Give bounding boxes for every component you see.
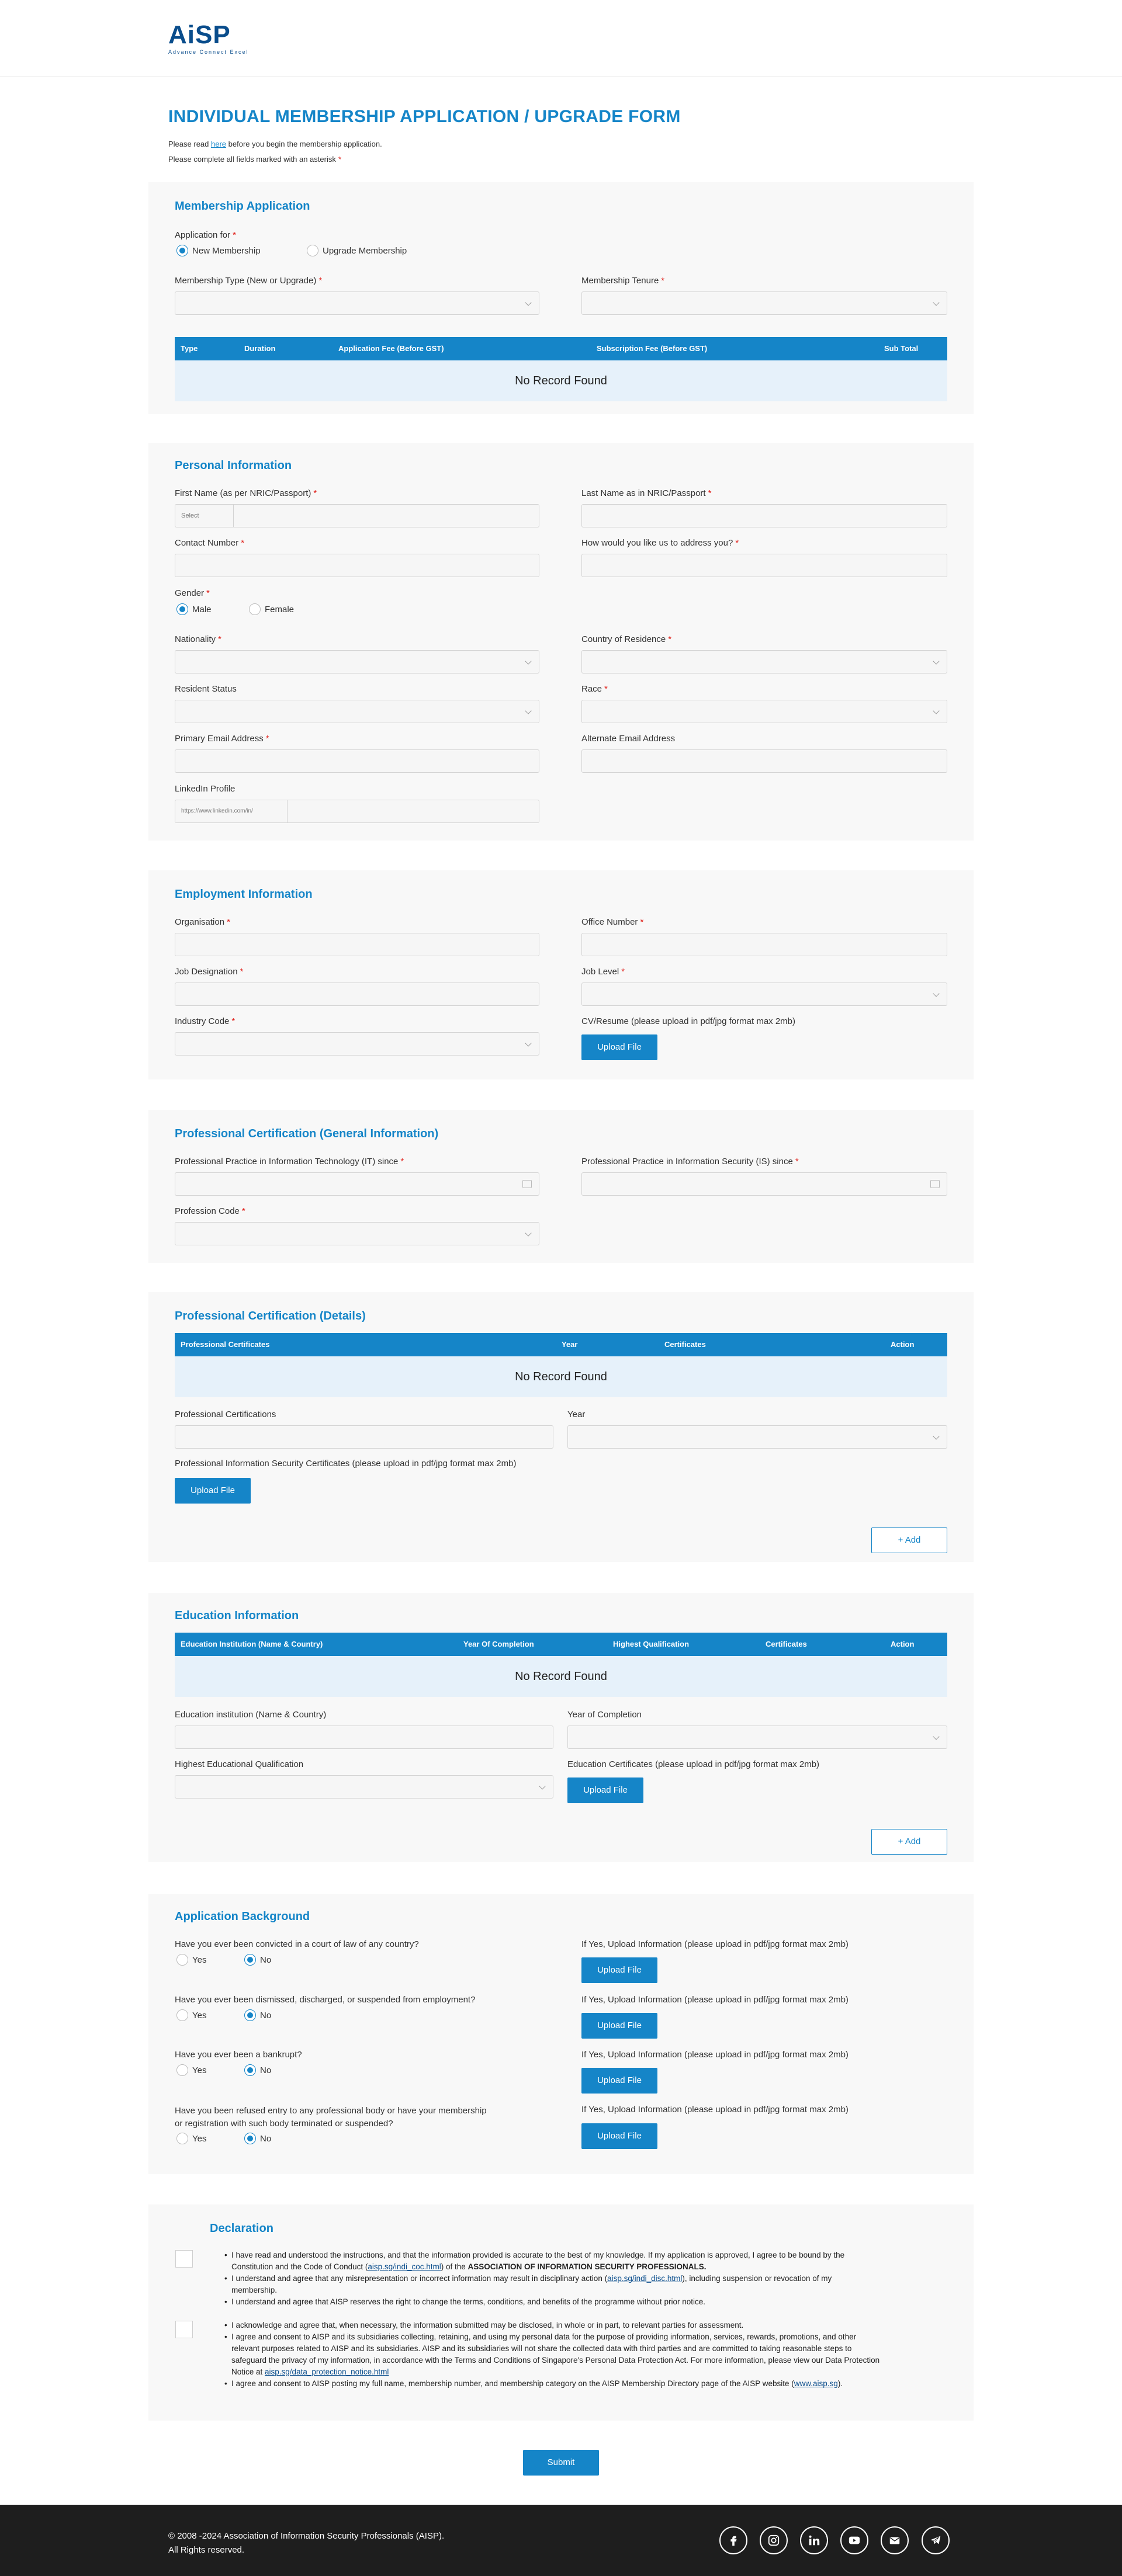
cert-details-section [148, 1292, 974, 1562]
salutation-select[interactable]: Select [175, 505, 234, 527]
it-practice-date-field[interactable] [175, 1172, 539, 1196]
question-refused: Have you been refused entry to any professional body or have your membership or registration with such body terminated or suspended? [175, 2106, 487, 2129]
intro-line: Please read here before you begin the membership application. [168, 140, 382, 148]
radio-new-membership[interactable]: New Membership [176, 245, 261, 256]
add-cert-button[interactable]: + Add [871, 1527, 947, 1553]
page-title: INDIVIDUAL MEMBERSHIP APPLICATION / UPGRADE FORM [168, 107, 681, 126]
radio-refused-no[interactable]: No [244, 2133, 271, 2144]
membership-tenure-label: Membership Tenure * [581, 276, 665, 286]
personal-section [148, 443, 974, 841]
radio-unselected-icon [176, 2009, 188, 2021]
job-level-label: Job Level * [581, 967, 625, 977]
question-dismissed: Have you ever been dismissed, discharged, or suspended from employment? [175, 1995, 476, 2005]
organisation-field[interactable] [175, 933, 539, 956]
youtube-icon[interactable] [840, 2526, 868, 2554]
table-header: Professional Certificates Year Certificates Action [175, 1333, 947, 1356]
upload-bankrupt-button[interactable]: Upload File [581, 2068, 657, 2094]
last-name-label: Last Name as in NRIC/Passport * [581, 488, 712, 498]
qualification-label: Highest Educational Qualification [175, 1759, 304, 1769]
organisation-label: Organisation * [175, 917, 230, 927]
calendar-icon[interactable] [522, 1180, 532, 1188]
radio-selected-icon [176, 245, 188, 256]
declaration-item: • I acknowledge and agree that, when necessary, the information submitted may be disclosed, in whole or in part, to relevant parties for assessment. [224, 2320, 943, 2331]
radio-unselected-icon [176, 2133, 188, 2144]
upload-refused-button[interactable]: Upload File [581, 2123, 657, 2149]
radio-selected-icon [244, 1954, 256, 1966]
empty-table-message: No Record Found [175, 1356, 947, 1397]
application-for-label: Application for * [175, 230, 236, 240]
section-heading: Professional Certification (Details) [175, 1310, 366, 1322]
table-header: Education Institution (Name & Country) Year Of Completion Highest Qualification Certificates Action [175, 1633, 947, 1656]
address-as-field[interactable] [581, 554, 947, 577]
radio-unselected-icon [176, 1954, 188, 1966]
first-name-label: First Name (as per NRIC/Passport) * [175, 488, 317, 498]
office-number-field[interactable] [581, 933, 947, 956]
resident-status-select[interactable] [175, 700, 539, 723]
race-label: Race * [581, 684, 608, 694]
cert-general-section [148, 1110, 974, 1263]
code-of-conduct-link[interactable]: aisp.sg/indi_coc.html [368, 2262, 441, 2271]
radio-female[interactable]: Female [249, 603, 294, 615]
contact-number-field[interactable] [175, 554, 539, 577]
gender-label: Gender * [175, 588, 210, 598]
question-convicted: Have you ever been convicted in a court of law of any country? [175, 1939, 419, 1949]
radio-selected-icon [176, 603, 188, 615]
resident-status-label: Resident Status [175, 684, 237, 694]
upload-note: If Yes, Upload Information (please upload in pdf/jpg format max 2mb) [581, 2050, 849, 2060]
declaration-list-2 [224, 2320, 943, 2390]
table-header: Type Duration Application Fee (Before GST) Subscription Fee (Before GST) Sub Total [175, 337, 947, 360]
linkedin-icon[interactable] [800, 2526, 828, 2554]
section-heading: Professional Certification (General Information) [175, 1127, 439, 1140]
radio-convicted-yes[interactable]: Yes [176, 1954, 206, 1966]
address-as-label: How would you like us to address you? * [581, 538, 739, 548]
declaration-item: • I agree and consent to AISP posting my full name, membership number, and membership category on the AISP Membership Directory page of the AISP website (www.aisp.sg). [224, 2378, 943, 2390]
radio-unselected-icon [176, 2064, 188, 2076]
edu-cert-label: Education Certificates (please upload in pdf/jpg format max 2mb) [567, 1759, 820, 1769]
section-heading: Personal Information [175, 459, 292, 472]
radio-unselected-icon [249, 603, 261, 615]
cv-upload-label: CV/Resume (please upload in pdf/jpg format max 2mb) [581, 1016, 796, 1026]
radio-bankrupt-no[interactable]: No [244, 2064, 271, 2076]
education-section [148, 1593, 974, 1862]
last-name-field[interactable] [581, 504, 947, 527]
race-select[interactable] [581, 700, 947, 723]
contact-number-label: Contact Number * [175, 538, 245, 548]
declaration-item: • I have read and understood the instructions, and that the information provided is accurate to the best of my knowledge. If my application is approved, I agree to be bound by the Constitution and the Code of Conduct (aisp.sg/indi_coc.html) of the ASSOCIATION OF INFORMATION SECURITY PROFESSIONALS. [224, 2249, 943, 2273]
logo-tagline: Advance Connect Excel [168, 49, 249, 55]
profession-code-label: Profession Code * [175, 1206, 245, 1216]
top-header [0, 0, 1122, 77]
cv-upload-button[interactable]: Upload File [581, 1034, 657, 1060]
declaration-checkbox-1[interactable] [175, 2250, 193, 2268]
section-heading: Application Background [175, 1910, 310, 1923]
employment-section [148, 870, 974, 1079]
email-icon[interactable] [881, 2526, 909, 2554]
radio-convicted-no[interactable]: No [244, 1954, 271, 1966]
industry-code-select[interactable] [175, 1032, 539, 1056]
radio-unselected-icon [307, 245, 318, 256]
institution-field[interactable] [175, 1726, 553, 1749]
membership-tenure-select[interactable] [581, 291, 947, 315]
nationality-label: Nationality * [175, 634, 221, 644]
completion-year-label: Year of Completion [567, 1710, 642, 1720]
education-table [175, 1633, 947, 1697]
upload-convicted-button[interactable]: Upload File [581, 1957, 657, 1983]
empty-table-message: No Record Found [175, 1656, 947, 1697]
job-level-select[interactable] [581, 983, 947, 1006]
section-heading: Membership Application [175, 200, 310, 213]
section-heading: Education Information [175, 1609, 299, 1622]
is-practice-date-field[interactable] [581, 1172, 947, 1196]
section-heading: Declaration [210, 2222, 273, 2235]
cert-upload-label: Professional Information Security Certificates (please upload in pdf/jpg format max 2mb) [175, 1459, 517, 1468]
it-practice-label: Professional Practice in Information Technology (IT) since * [175, 1157, 404, 1167]
job-designation-label: Job Designation * [175, 967, 244, 977]
industry-code-label: Industry Code * [175, 1016, 236, 1026]
qualification-select[interactable] [175, 1775, 553, 1799]
radio-selected-icon [244, 2133, 256, 2144]
radio-selected-icon [244, 2009, 256, 2021]
cert-upload-button[interactable]: Upload File [175, 1478, 251, 1504]
declaration-item: • I understand and agree that any misrepresentation or incorrect information may result in disciplinary action (aisp.sg/indi_disc.html), including suspension or revocation of my membership. [224, 2273, 943, 2296]
data-protection-link[interactable]: aisp.sg/data_protection_notice.html [265, 2367, 389, 2376]
upload-note: If Yes, Upload Information (please upload in pdf/jpg format max 2mb) [581, 1939, 849, 1949]
copyright: © 2008 -2024 Association of Information Security Professionals (AISP). All Rights reserved. [168, 2531, 445, 2555]
aisp-logo[interactable] [168, 22, 256, 55]
country-label: Country of Residence * [581, 634, 672, 644]
linkedin-field[interactable] [175, 800, 539, 823]
country-select[interactable] [581, 650, 947, 673]
empty-table-message: No Record Found [175, 360, 947, 401]
is-practice-label: Professional Practice in Information Security (IS) since * [581, 1157, 799, 1167]
radio-refused-yes[interactable]: Yes [176, 2133, 206, 2144]
membership-type-select[interactable] [175, 291, 539, 315]
submit-button[interactable]: Submit [523, 2450, 599, 2476]
declaration-list-1 [224, 2249, 943, 2308]
aisp-website-link[interactable]: www.aisp.sg [794, 2379, 838, 2388]
job-designation-field[interactable] [175, 983, 539, 1006]
nationality-select[interactable] [175, 650, 539, 673]
instagram-icon[interactable] [760, 2526, 788, 2554]
membership-type-label: Membership Type (New or Upgrade) * [175, 276, 323, 286]
completion-year-select[interactable] [567, 1726, 947, 1749]
alt-email-label: Alternate Email Address [581, 734, 676, 744]
logo-text: AiSP [168, 20, 231, 49]
facebook-icon[interactable] [719, 2526, 747, 2554]
telegram-icon[interactable] [922, 2526, 950, 2554]
upload-note: If Yes, Upload Information (please upload in pdf/jpg format max 2mb) [581, 2105, 849, 2115]
section-heading: Employment Information [175, 888, 313, 901]
question-bankrupt: Have you ever been a bankrupt? [175, 2050, 302, 2060]
profession-code-select[interactable] [175, 1222, 539, 1245]
calendar-icon[interactable] [930, 1180, 940, 1188]
institution-label: Education institution (Name & Country) [175, 1710, 327, 1720]
radio-male[interactable]: Male [176, 603, 212, 615]
primary-email-field[interactable] [175, 749, 539, 773]
upload-note: If Yes, Upload Information (please upload in pdf/jpg format max 2mb) [581, 1995, 849, 2005]
upload-dismissed-button[interactable]: Upload File [581, 2013, 657, 2039]
edu-upload-button[interactable]: Upload File [567, 1777, 643, 1803]
membership-fee-table [175, 337, 947, 401]
membership-section [148, 182, 974, 414]
linkedin-url-prefix: https://www.linkedin.com/in/ [175, 800, 288, 822]
disciplinary-link[interactable]: aisp.sg/indi_disc.html [607, 2274, 683, 2283]
declaration-item: • I understand and agree that AISP reserves the right to change the terms, conditions, and benefits of the programme without prior notice. [224, 2296, 943, 2308]
alt-email-field[interactable] [581, 749, 947, 773]
cert-year-select[interactable] [567, 1425, 947, 1449]
background-section [148, 1894, 974, 2174]
radio-upgrade-membership[interactable]: Upgrade Membership [307, 245, 407, 256]
primary-email-label: Primary Email Address * [175, 734, 269, 744]
declaration-checkbox-2[interactable] [175, 2321, 193, 2338]
radio-selected-icon [244, 2064, 256, 2076]
footer [0, 2505, 1122, 2576]
office-number-label: Office Number * [581, 917, 644, 927]
certifications-label: Professional Certifications [175, 1409, 276, 1419]
radio-bankrupt-yes[interactable]: Yes [176, 2064, 206, 2076]
certifications-field[interactable] [175, 1425, 553, 1449]
certifications-table [175, 1333, 947, 1397]
intro-required: Please complete all fields marked with an asterisk * [168, 155, 341, 164]
radio-dismissed-yes[interactable]: Yes [176, 2009, 206, 2021]
radio-dismissed-no[interactable]: No [244, 2009, 271, 2021]
first-name-field[interactable] [175, 504, 539, 527]
cert-year-label: Year [567, 1409, 586, 1419]
add-education-button[interactable]: + Add [871, 1829, 947, 1855]
declaration-item: • I agree and consent to AISP and its subsidiaries collecting, retaining, and using my personal data for the purpose of providing information, services, rewards, promotions, and other relevant purposes related to AISP and its subsidiaries. AISP and its subsidiaries will not share the collected data with third parties and are committed to taking reasonable steps to safeguard the privacy of my information, in accordance with the Terms and Conditions of Singapore's Personal Data Protection Act. For more information, please view our Data Protection Notice at aisp.sg/data_protection_notice.html [224, 2331, 943, 2378]
instructions-link[interactable]: here [211, 140, 227, 148]
linkedin-label: LinkedIn Profile [175, 784, 236, 794]
